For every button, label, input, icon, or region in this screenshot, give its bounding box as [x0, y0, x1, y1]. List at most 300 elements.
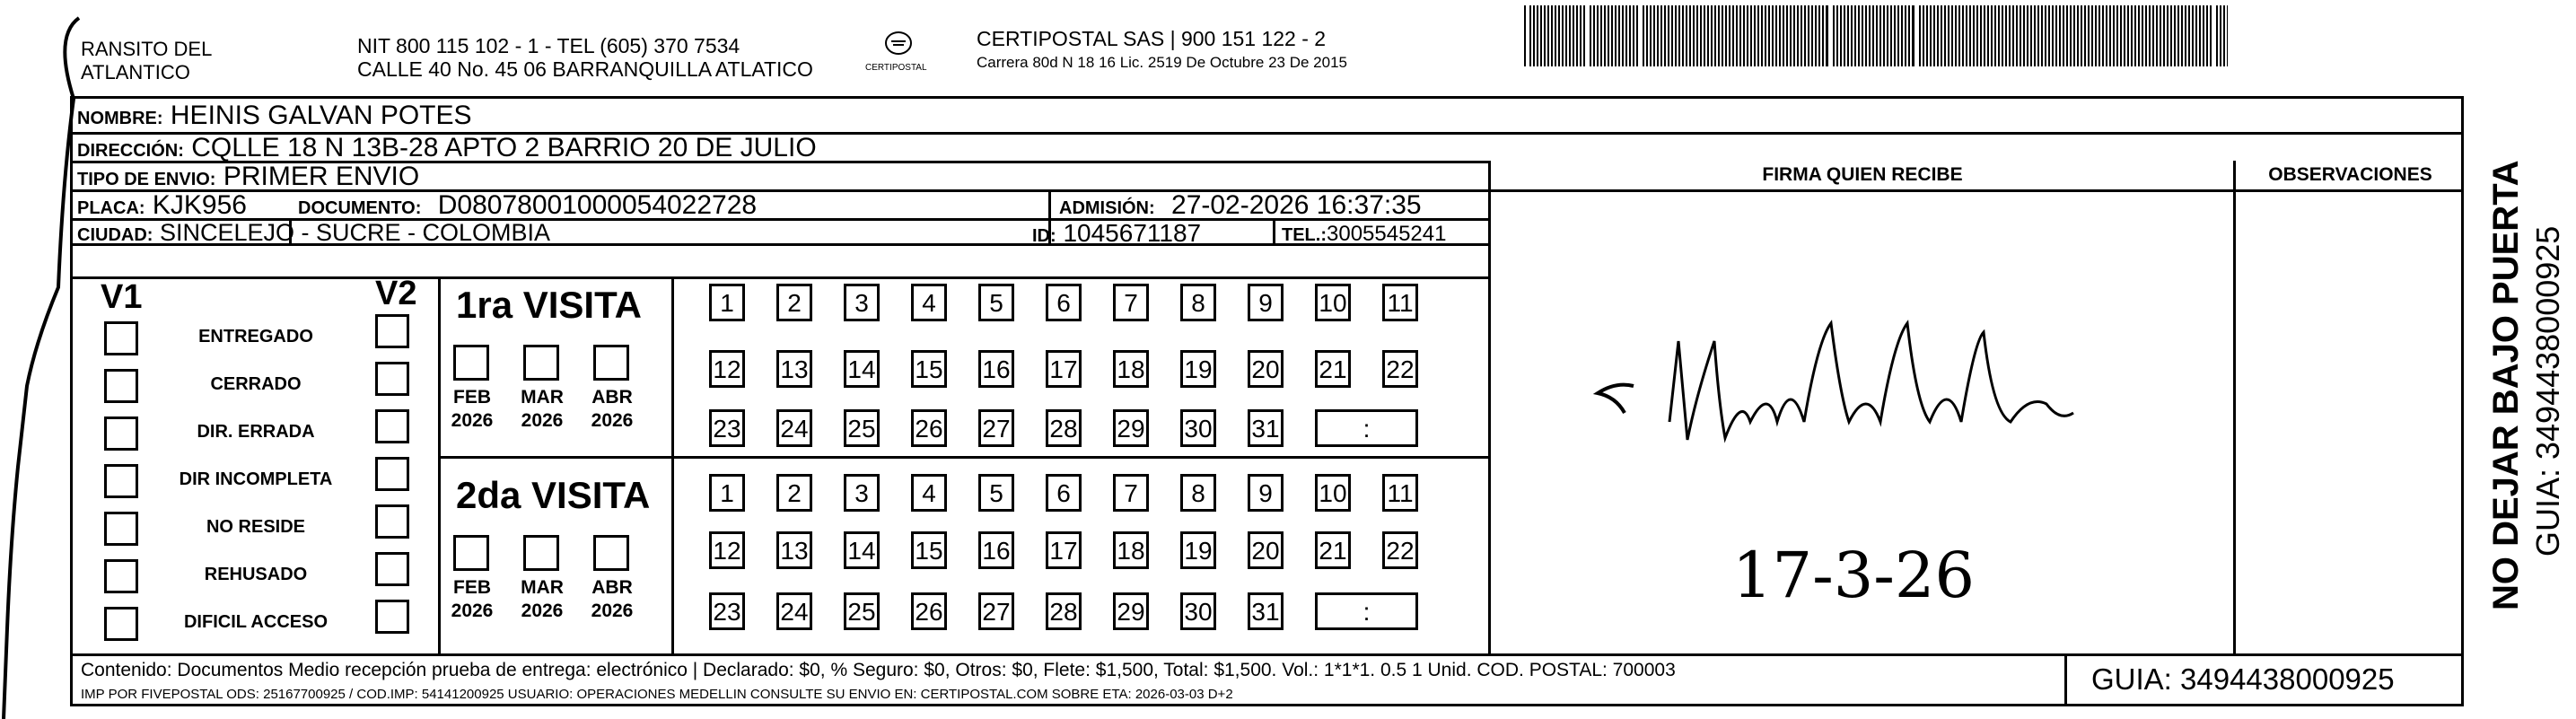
- barcode-bar: [1775, 5, 1777, 66]
- barcode-bar: [1597, 5, 1599, 66]
- barcode-bar: [2045, 5, 2046, 66]
- placa-row: [77, 190, 247, 221]
- v2-checkbox[interactable]: [375, 362, 409, 396]
- day-box[interactable]: 29: [1113, 409, 1149, 447]
- barcode-bar: [1611, 5, 1613, 66]
- day-box[interactable]: 18: [1113, 350, 1149, 388]
- barcode-bar: [2055, 5, 2057, 66]
- day-box[interactable]: 4: [911, 474, 947, 512]
- barcode-bar: [2066, 5, 2068, 66]
- v1-checkbox[interactable]: [104, 607, 138, 641]
- day-box[interactable]: 31: [1248, 592, 1284, 630]
- barcode-bar: [1689, 5, 1691, 66]
- barcode-bar: [1650, 5, 1652, 66]
- day-box[interactable]: 24: [776, 592, 812, 630]
- reason-label: DIFICIL ACCESO: [183, 612, 328, 632]
- day-box[interactable]: 8: [1180, 474, 1216, 512]
- barcode-bar: [1786, 5, 1788, 66]
- address-line: CALLE 40 No. 45 06 BARRANQUILLA ATLATICO: [357, 57, 813, 81]
- barcode-bar: [2223, 5, 2225, 66]
- barcode-bar: [1743, 5, 1745, 66]
- barcode-bar: [2030, 5, 2032, 66]
- documento-value: D08078001000054022728: [437, 190, 758, 220]
- time-box[interactable]: :: [1315, 592, 1418, 630]
- barcode-bar: [2052, 5, 2054, 66]
- barcode-bar: [1951, 5, 1953, 66]
- barcode-bar: [2203, 5, 2204, 66]
- day-box[interactable]: 23: [709, 592, 745, 630]
- barcode-bar: [1693, 5, 1695, 66]
- barcode-bar: [1998, 5, 2000, 66]
- barcode-bar: [2167, 5, 2169, 66]
- month-year: 2026: [451, 601, 494, 621]
- day-box[interactable]: 7: [1113, 474, 1149, 512]
- barcode-bar: [1919, 5, 1921, 66]
- barcode-bar: [1761, 5, 1763, 66]
- day-box[interactable]: 3: [844, 474, 880, 512]
- id-value: 1045671187: [1063, 219, 1202, 247]
- observaciones-header: OBSERVACIONES: [2268, 164, 2432, 185]
- barcode-bar: [1801, 5, 1802, 66]
- barcode-bar: [1973, 5, 1975, 66]
- barcode-bar: [1815, 5, 1817, 66]
- day-box[interactable]: 22: [1382, 350, 1418, 388]
- month-year: 2026: [591, 410, 634, 431]
- v2-checkbox[interactable]: [375, 504, 409, 539]
- barcode-bar: [1732, 5, 1734, 66]
- barcode-bar: [1797, 5, 1799, 66]
- barcode-bar: [1901, 5, 1903, 66]
- day-box[interactable]: 27: [978, 409, 1014, 447]
- barcode-bar: [2084, 5, 2086, 66]
- barcode-bar: [2174, 5, 2176, 66]
- barcode-bar: [1926, 5, 1928, 66]
- month-year: 2026: [451, 410, 494, 431]
- day-box[interactable]: 6: [1046, 474, 1082, 512]
- day-box[interactable]: 21: [1315, 531, 1351, 569]
- barcode-bar: [2016, 5, 2018, 66]
- barcode-bar: [2142, 5, 2143, 66]
- v1-checkbox[interactable]: [104, 416, 138, 451]
- day-box[interactable]: 27: [978, 592, 1014, 630]
- day-box[interactable]: 30: [1180, 409, 1216, 447]
- reason-label: CERRADO: [210, 374, 302, 394]
- barcode-bar: [1671, 5, 1673, 66]
- admision-row: [1059, 190, 1422, 221]
- barcode-bar: [1869, 5, 1871, 66]
- day-box[interactable]: 25: [844, 409, 880, 447]
- direccion-row: [77, 133, 817, 163]
- company-name-line2: ATLANTICO: [81, 61, 190, 83]
- barcode-bar: [1941, 5, 1942, 66]
- barcode-bar: [1984, 5, 1985, 66]
- nombre-row: [77, 101, 472, 131]
- barcode-bar: [1725, 5, 1727, 66]
- month-name: FEB: [453, 387, 491, 408]
- day-box[interactable]: 21: [1315, 350, 1351, 388]
- day-box[interactable]: 2: [776, 474, 812, 512]
- day-box[interactable]: 22: [1382, 531, 1418, 569]
- day-box[interactable]: 15: [911, 531, 947, 569]
- month-name: ABR: [591, 387, 633, 408]
- barcode-bar: [2091, 5, 2093, 66]
- day-box[interactable]: 20: [1248, 350, 1284, 388]
- barcode-bar: [1583, 5, 1585, 66]
- month-label: [581, 576, 644, 623]
- barcode-bar: [2116, 5, 2118, 66]
- day-box[interactable]: 14: [844, 350, 880, 388]
- barcode-bar: [1793, 5, 1795, 66]
- barcode-bar: [1865, 5, 1867, 66]
- month-label: [441, 386, 504, 433]
- barcode-bar: [1524, 5, 1526, 66]
- id-label: ID:: [1032, 226, 1056, 246]
- barcode-bar: [1686, 5, 1687, 66]
- first-visit-title: 1ra VISITA: [456, 284, 642, 326]
- barcode-bar: [1890, 5, 1892, 66]
- reason-label: DIR INCOMPLETA: [179, 469, 333, 489]
- month-name: FEB: [453, 577, 491, 598]
- second-visit-title: 2da VISITA: [456, 474, 651, 516]
- day-box[interactable]: 5: [978, 474, 1014, 512]
- barcode-bar: [1625, 5, 1627, 66]
- torn-edge: [0, 0, 81, 719]
- barcode-bar: [1980, 5, 1982, 66]
- day-box[interactable]: 11: [1382, 474, 1418, 512]
- month-checkbox[interactable]: [523, 535, 559, 571]
- barcode-bar: [2095, 5, 2097, 66]
- barcode-bar: [2134, 5, 2136, 66]
- barcode-bar: [1833, 5, 1835, 66]
- barcode-bar: [1768, 5, 1770, 66]
- day-box[interactable]: 17: [1046, 350, 1082, 388]
- barcode-bar: [2088, 5, 2090, 66]
- month-label: [511, 576, 574, 623]
- month-checkbox[interactable]: [593, 345, 629, 381]
- footer-contenido: Contenido: Documentos Medio recepción prueba de entrega: electrónico | Declarado: $0, % Seguro: $0, Otros: $0, Flete: $1,500, Total: $1,500. Vol.: 1*1*1. 0.5 1 Unid. COD. POSTAL: 700003: [81, 660, 1676, 680]
- barcode-bar: [2059, 5, 2061, 66]
- barcode-bar: [1987, 5, 1989, 66]
- barcode-bar: [1722, 5, 1723, 66]
- barcode: [1524, 5, 2230, 66]
- day-box[interactable]: 9: [1248, 284, 1284, 321]
- barcode-bar: [1565, 5, 1567, 66]
- v2-checkbox[interactable]: [375, 600, 409, 634]
- barcode-bar: [1976, 5, 1978, 66]
- v1-checkbox[interactable]: [104, 369, 138, 403]
- month-year: 2026: [521, 410, 564, 431]
- barcode-bar: [1754, 5, 1756, 66]
- barcode-bar: [2073, 5, 2075, 66]
- barcode-bar: [2037, 5, 2039, 66]
- barcode-bar: [1818, 5, 1820, 66]
- barcode-bar: [1822, 5, 1824, 66]
- barcode-bar: [2199, 5, 2201, 66]
- day-box[interactable]: 28: [1046, 409, 1082, 447]
- barcode-bar: [2098, 5, 2100, 66]
- nit-line: NIT 800 115 102 - 1 - TEL (605) 370 7534: [357, 34, 740, 57]
- barcode-bar: [1872, 5, 1874, 66]
- barcode-bar: [2109, 5, 2111, 66]
- v2-checkbox[interactable]: [375, 457, 409, 491]
- month-label: [441, 576, 504, 623]
- barcode-bar: [1562, 5, 1564, 66]
- day-box[interactable]: 19: [1180, 531, 1216, 569]
- barcode-bar: [1933, 5, 1935, 66]
- day-box[interactable]: 10: [1315, 474, 1351, 512]
- barcode-bar: [1844, 5, 1845, 66]
- tipo-label: TIPO DE ENVIO:: [77, 170, 216, 189]
- day-box[interactable]: 10: [1315, 284, 1351, 321]
- certipostal-logo: [860, 27, 937, 81]
- id-row: [1032, 219, 1201, 248]
- month-checkbox[interactable]: [523, 345, 559, 381]
- day-box[interactable]: 14: [844, 531, 880, 569]
- day-box[interactable]: 30: [1180, 592, 1216, 630]
- barcode-bar: [1757, 5, 1759, 66]
- v1-checkbox[interactable]: [104, 464, 138, 498]
- barcode-bar: [1668, 5, 1669, 66]
- ciudad-row: [77, 219, 550, 247]
- barcode-bar: [1923, 5, 1924, 66]
- barcode-bar: [1966, 5, 1967, 66]
- barcode-bar: [1696, 5, 1698, 66]
- barcode-bar: [1897, 5, 1899, 66]
- month-name: MAR: [521, 577, 564, 598]
- barcode-bar: [1937, 5, 1939, 66]
- v1-checkbox[interactable]: [104, 321, 138, 355]
- barcode-bar: [1593, 5, 1595, 66]
- day-box[interactable]: 3: [844, 284, 880, 321]
- day-box[interactable]: 8: [1180, 284, 1216, 321]
- barcode-bar: [1994, 5, 1996, 66]
- barcode-bar: [1962, 5, 1964, 66]
- month-name: ABR: [591, 577, 633, 598]
- barcode-bar: [2034, 5, 2036, 66]
- certipostal-line: CERTIPOSTAL SAS | 900 151 122 - 2: [977, 27, 1327, 50]
- barcode-bar: [2048, 5, 2050, 66]
- barcode-bar: [1551, 5, 1553, 66]
- barcode-bar: [1618, 5, 1620, 66]
- day-box[interactable]: 2: [776, 284, 812, 321]
- day-box[interactable]: 12: [709, 350, 745, 388]
- barcode-bar: [1547, 5, 1549, 66]
- barcode-bar: [2160, 5, 2161, 66]
- barcode-bar: [1633, 5, 1634, 66]
- barcode-bar: [2023, 5, 2025, 66]
- barcode-bar: [1580, 5, 1582, 66]
- barcode-bar: [1646, 5, 1648, 66]
- barcode-bar: [1590, 5, 1591, 66]
- barcode-bar: [2124, 5, 2125, 66]
- barcode-bar: [1540, 5, 1542, 66]
- documento-row: [298, 190, 757, 221]
- v1-checkbox[interactable]: [104, 512, 138, 546]
- month-year: 2026: [521, 601, 564, 621]
- barcode-bar: [1811, 5, 1813, 66]
- barcode-bar: [1948, 5, 1950, 66]
- barcode-bar: [2210, 5, 2212, 66]
- admision-label: ADMISIÓN:: [1059, 198, 1155, 218]
- barcode-bar: [1969, 5, 1971, 66]
- barcode-bar: [1944, 5, 1946, 66]
- barcode-bar: [2192, 5, 2194, 66]
- day-box[interactable]: 25: [844, 592, 880, 630]
- barcode-bar: [1779, 5, 1781, 66]
- barcode-bar: [2163, 5, 2165, 66]
- day-box[interactable]: 26: [911, 409, 947, 447]
- barcode-bar: [1854, 5, 1856, 66]
- barcode-bar: [1657, 5, 1659, 66]
- barcode-bar: [1707, 5, 1709, 66]
- time-box[interactable]: :: [1315, 409, 1418, 447]
- barcode-bar: [2131, 5, 2133, 66]
- barcode-bar: [1958, 5, 1960, 66]
- company-name-line1: RANSITO DEL: [81, 38, 213, 60]
- month-label: [581, 386, 644, 433]
- barcode-bar: [1729, 5, 1730, 66]
- reason-label: DIR. ERRADA: [197, 422, 315, 442]
- barcode-bar: [1704, 5, 1705, 66]
- day-box[interactable]: 6: [1046, 284, 1082, 321]
- month-label: [511, 386, 574, 433]
- barcode-bar: [2027, 5, 2028, 66]
- barcode-bar: [1862, 5, 1863, 66]
- day-box[interactable]: 18: [1113, 531, 1149, 569]
- logo-icon: [860, 27, 937, 81]
- day-box[interactable]: 26: [911, 592, 947, 630]
- barcode-bar: [2206, 5, 2208, 66]
- day-box[interactable]: 5: [978, 284, 1014, 321]
- day-box[interactable]: 24: [776, 409, 812, 447]
- barcode-bar: [1576, 5, 1578, 66]
- barcode-bar: [2120, 5, 2122, 66]
- barcode-bar: [2195, 5, 2197, 66]
- day-box[interactable]: 7: [1113, 284, 1149, 321]
- barcode-bar: [1772, 5, 1774, 66]
- v1-label: V1: [101, 278, 143, 316]
- day-box[interactable]: 29: [1113, 592, 1149, 630]
- day-box[interactable]: 16: [978, 350, 1014, 388]
- barcode-bar: [1537, 5, 1538, 66]
- barcode-bar: [1908, 5, 1910, 66]
- v2-label: V2: [375, 275, 417, 312]
- barcode-bar: [1600, 5, 1602, 66]
- day-box[interactable]: 12: [709, 531, 745, 569]
- month-year: 2026: [591, 601, 634, 621]
- barcode-bar: [1765, 5, 1766, 66]
- barcode-bar: [1894, 5, 1896, 66]
- v2-checkbox[interactable]: [375, 552, 409, 586]
- barcode-bar: [1653, 5, 1655, 66]
- barcode-bar: [1739, 5, 1741, 66]
- barcode-bar: [1604, 5, 1606, 66]
- barcode-bar: [2012, 5, 2014, 66]
- barcode-bar: [1991, 5, 1993, 66]
- barcode-bar: [1700, 5, 1702, 66]
- barcode-bar: [1529, 5, 1531, 66]
- barcode-bar: [1675, 5, 1677, 66]
- barcode-bar: [1664, 5, 1666, 66]
- day-box[interactable]: 13: [776, 350, 812, 388]
- day-box[interactable]: 23: [709, 409, 745, 447]
- day-box[interactable]: 1: [709, 284, 745, 321]
- barcode-bar: [1858, 5, 1860, 66]
- barcode-bar: [1608, 5, 1609, 66]
- barcode-bar: [1883, 5, 1885, 66]
- barcode-bar: [2185, 5, 2186, 66]
- month-checkbox[interactable]: [453, 535, 489, 571]
- barcode-bar: [1905, 5, 1906, 66]
- barcode-bar: [1544, 5, 1546, 66]
- barcode-bar: [2170, 5, 2172, 66]
- barcode-bar: [1533, 5, 1535, 66]
- barcode-bar: [1636, 5, 1638, 66]
- day-box[interactable]: 11: [1382, 284, 1418, 321]
- barcode-bar: [1790, 5, 1792, 66]
- barcode-bar: [2077, 5, 2079, 66]
- barcode-bar: [1558, 5, 1560, 66]
- signature-date: 17-3-26: [1732, 539, 1975, 612]
- day-box[interactable]: 13: [776, 531, 812, 569]
- day-box[interactable]: 4: [911, 284, 947, 321]
- barcode-bar: [1851, 5, 1853, 66]
- barcode-bar: [1622, 5, 1624, 66]
- barcode-bar: [1783, 5, 1784, 66]
- barcode-bar: [2005, 5, 2007, 66]
- barcode-bar: [1573, 5, 1574, 66]
- side-warning: NO DEJAR BAJO PUERTA: [2486, 160, 2526, 610]
- barcode-bar: [1826, 5, 1828, 66]
- day-box[interactable]: 17: [1046, 531, 1082, 569]
- day-box[interactable]: 19: [1180, 350, 1216, 388]
- logo-text: CERTIPOSTAL: [865, 63, 927, 73]
- day-box[interactable]: 31: [1248, 409, 1284, 447]
- day-box[interactable]: 16: [978, 531, 1014, 569]
- ciudad-value: SINCELEJO - SUCRE - COLOMBIA: [159, 219, 551, 246]
- v2-checkbox[interactable]: [375, 409, 409, 443]
- barcode-bar: [2177, 5, 2179, 66]
- firma-header: FIRMA QUIEN RECIBE: [1762, 164, 1963, 185]
- barcode-bar: [1912, 5, 1914, 66]
- barcode-bar: [1847, 5, 1849, 66]
- v2-checkbox[interactable]: [375, 314, 409, 348]
- tel-value: 3005545241: [1327, 222, 1447, 246]
- barcode-bar: [2102, 5, 2104, 66]
- barcode-bar: [1750, 5, 1752, 66]
- barcode-bar: [1714, 5, 1716, 66]
- barcode-bar: [2227, 5, 2228, 66]
- barcode-bar: [2220, 5, 2221, 66]
- day-box[interactable]: 9: [1248, 474, 1284, 512]
- side-guia: GUIA: 3494438000925: [2529, 225, 2566, 557]
- barcode-bar: [1660, 5, 1662, 66]
- month-checkbox[interactable]: [593, 535, 629, 571]
- v1-checkbox[interactable]: [104, 559, 138, 593]
- barcode-bar: [1711, 5, 1713, 66]
- day-box[interactable]: 20: [1248, 531, 1284, 569]
- barcode-bar: [2063, 5, 2064, 66]
- direccion-label: DIRECCIÓN:: [77, 141, 184, 161]
- day-box[interactable]: 15: [911, 350, 947, 388]
- barcode-bar: [2156, 5, 2158, 66]
- barcode-bar: [2188, 5, 2190, 66]
- barcode-bar: [2070, 5, 2072, 66]
- day-box[interactable]: 1: [709, 474, 745, 512]
- month-checkbox[interactable]: [453, 345, 489, 381]
- barcode-bar: [2138, 5, 2140, 66]
- day-box[interactable]: 28: [1046, 592, 1082, 630]
